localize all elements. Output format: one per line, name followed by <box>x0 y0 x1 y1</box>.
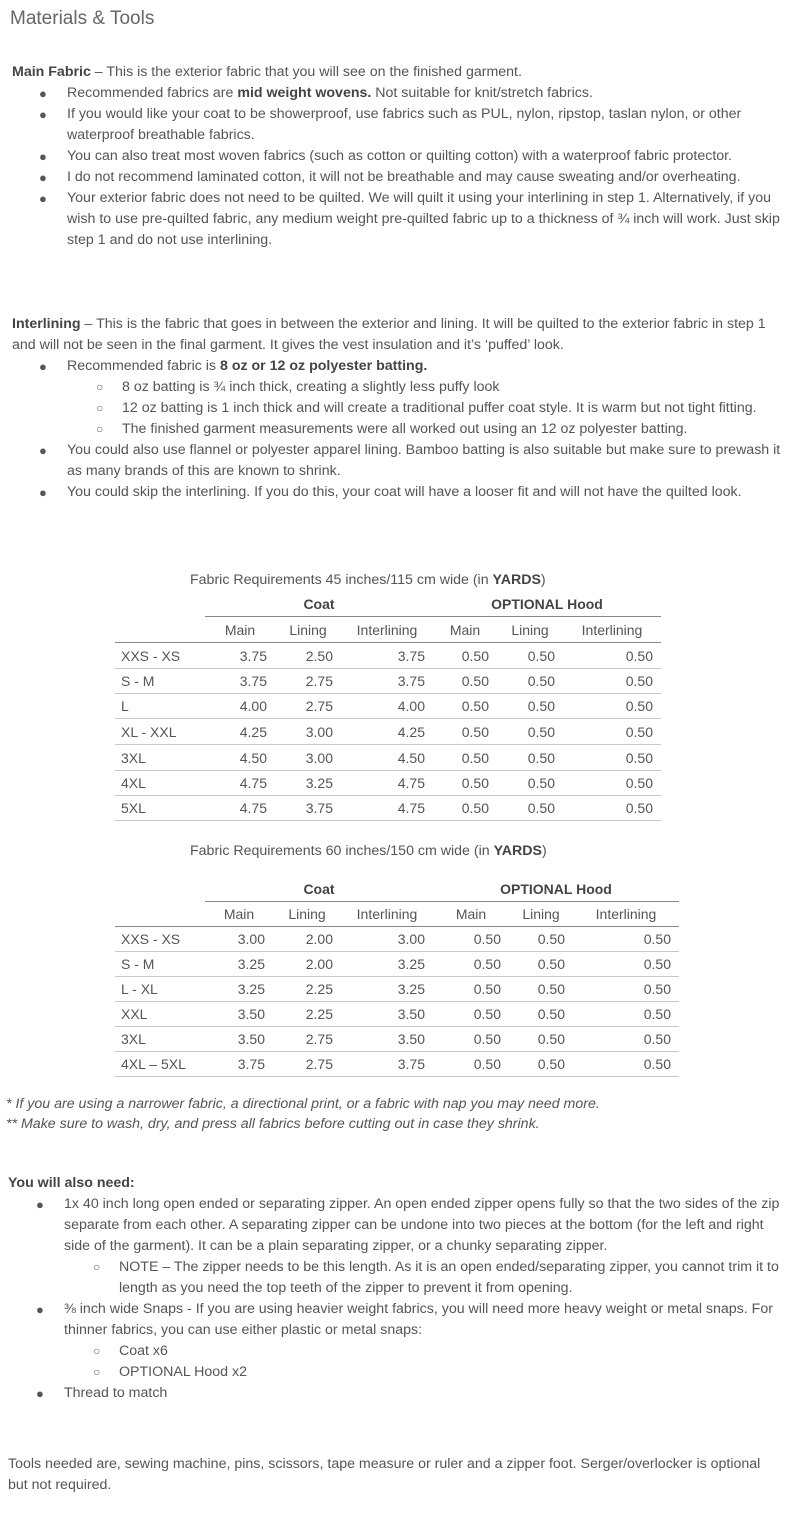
list-item: ● Recommended fabrics are mid weight wovens. Not suitable for knit/stretch fabrics. <box>67 83 782 104</box>
interlining-label: Interlining <box>12 316 81 332</box>
table2-caption: Fabric Requirements 60 inches/150 cm wide (in YARDS) <box>190 843 547 859</box>
group-hood: OPTIONAL Hood <box>433 877 679 902</box>
list-item: ● You could also use flannel or polyester apparel lining. Bamboo batting is also suitable but make sure to prewash it as many brands of this are known to shrink. <box>39 442 781 479</box>
bullet-icon: ● <box>39 86 47 101</box>
list-item: ○ OPTIONAL Hood x2 <box>64 1362 782 1383</box>
list-item: ● I do not recommend laminated cotton, it will not be breathable and may cause sweating and/or overheating. <box>67 167 782 188</box>
col-header: Main <box>433 617 497 643</box>
also-need-list <box>36 1194 782 1404</box>
circle-bullet-icon: ○ <box>93 1344 101 1358</box>
bullet-icon: ● <box>39 191 47 206</box>
interlining-intro-text: – This is the fabric that goes in between the exterior and lining. It will be quilted to the exterior fabric in step 1 and will not be seen in the final garment. It gives the vest insulation and it’s ‘puffed’ look. <box>12 316 766 353</box>
bullet-icon: ● <box>36 1302 44 1317</box>
list-item: ○ The finished garment measurements were all worked out using an 12 oz polyester batting. <box>67 419 782 440</box>
table-row: 4XL 4.75 3.25 4.75 0.50 0.50 0.50 <box>115 771 661 796</box>
list-item: ● Thread to match <box>64 1383 782 1404</box>
main-fabric-intro <box>12 62 787 83</box>
group-coat: Coat <box>205 877 433 902</box>
circle-bullet-icon: ○ <box>93 1365 101 1379</box>
tools-paragraph: Tools needed are, sewing machine, pins, scissors, tape measure or ruler and a zipper foot. Serger/overlocker is optional but not required. <box>8 1456 761 1493</box>
circle-bullet-icon: ○ <box>96 422 104 436</box>
note-prewash: ** Make sure to wash, dry, and press all fabrics before cutting out in case they shrink. <box>6 1116 540 1132</box>
bullet-icon: ● <box>36 1197 44 1212</box>
list-item: ○ NOTE – The zipper needs to be this length. As it is an open ended/separating zipper, you cannot trim it to length as you need the top teeth of the zipper to prevent it from opening. <box>93 1259 779 1296</box>
table1-caption: Fabric Requirements 45 inches/115 cm wide (in YARDS) <box>190 572 546 588</box>
list-item: ● 1x 40 inch long open ended or separating zipper. An open ended zipper opens fully so that the two sides of the zip separate from each other. A separating zipper can be undone into two pieces at the bottom (for the left and right side of the garment). It can be a plain separating zipper, or a chunky separating zipper. <box>36 1196 780 1254</box>
col-header: Interlining <box>341 617 433 643</box>
col-header: Main <box>205 617 275 643</box>
main-fabric-label: Main Fabric <box>12 64 91 80</box>
table-row: XXS - XS 3.75 2.50 3.75 0.50 0.50 0.50 <box>115 643 661 669</box>
list-item: ● Your exterior fabric does not need to be quilted. We will quilt it using your interlining in step 1. Alternatively, if you wish to use pre-quilted fabric, any medium weight pre-quilted fabric up to a thickness of ¾ inch will work. Just skip step 1 and do not use interlining. <box>39 190 780 248</box>
table-group-row <box>115 877 679 902</box>
table-row: 5XL 4.75 3.75 4.75 0.50 0.50 0.50 <box>115 796 661 821</box>
interlining-intro <box>12 314 782 356</box>
bullet-icon: ● <box>36 1386 44 1401</box>
circle-bullet-icon: ○ <box>96 401 104 415</box>
main-fabric-intro-text: – This is the exterior fabric that you will see on the finished garment. <box>90 64 522 80</box>
circle-bullet-icon: ○ <box>93 1260 101 1274</box>
table-header-row <box>115 902 679 927</box>
group-coat: Coat <box>205 592 433 617</box>
main-fabric-list <box>39 83 782 251</box>
note-narrow-fabric: * If you are using a narrower fabric, a directional print, or a fabric with nap you may need more. <box>6 1096 600 1112</box>
bullet-icon: ● <box>39 170 47 185</box>
table-row: XXL 3.50 2.25 3.50 0.50 0.50 0.50 <box>115 1002 679 1027</box>
list-item: ○ 12 oz batting is 1 inch thick and will create a traditional puffer coat style. It is warm but not tight fitting. <box>67 398 782 419</box>
col-header: Interlining <box>341 902 433 927</box>
table-row: 3XL 4.50 3.00 4.50 0.50 0.50 0.50 <box>115 745 661 771</box>
table-row: XXS - XS 3.00 2.00 3.00 0.50 0.50 0.50 <box>115 927 679 952</box>
table-group-row <box>115 592 661 617</box>
table-row: L - XL 3.25 2.25 3.25 0.50 0.50 0.50 <box>115 977 679 1002</box>
col-header: Lining <box>275 617 341 643</box>
col-header: Lining <box>497 617 563 643</box>
col-header: Main <box>433 902 509 927</box>
col-header: Lining <box>273 902 341 927</box>
list-item: ● You can also treat most woven fabrics (such as cotton or quilting cotton) with a waterproof fabric protector. <box>67 146 782 167</box>
table-header-row <box>115 617 661 643</box>
col-header: Lining <box>509 902 573 927</box>
group-hood: OPTIONAL Hood <box>433 592 661 617</box>
list-item: ● You could skip the interlining. If you do this, your coat will have a looser fit and will not have the quilted look. <box>67 482 782 503</box>
fabric-table-60 <box>115 877 679 1077</box>
col-header: Interlining <box>573 902 679 927</box>
circle-bullet-icon: ○ <box>96 380 104 394</box>
list-item: ● If you would like your coat to be showerproof, use fabrics such as PUL, nylon, ripstop, taslan nylon, or other waterproof breathable fabrics. <box>39 106 742 143</box>
table-row: S - M 3.25 2.00 3.25 0.50 0.50 0.50 <box>115 952 679 977</box>
interlining-list <box>39 356 782 503</box>
table-row: S - M 3.75 2.75 3.75 0.50 0.50 0.50 <box>115 669 661 694</box>
bullet-icon: ● <box>39 359 47 374</box>
list-item: ● Recommended fabric is 8 oz or 12 oz polyester batting. <box>67 356 782 377</box>
bullet-icon: ● <box>39 443 47 458</box>
list-item: ○ Coat x6 <box>64 1341 782 1362</box>
list-item: ● ⅜ inch wide Snaps - If you are using heavier weight fabrics, you will need more heavy weight or metal snaps. For thinner fabrics, you can use either plastic or metal snaps: <box>36 1301 773 1338</box>
table-row: 3XL 3.50 2.75 3.50 0.50 0.50 0.50 <box>115 1027 679 1052</box>
bullet-icon: ● <box>39 107 47 122</box>
col-header: Interlining <box>563 617 661 643</box>
table-row: L 4.00 2.75 4.00 0.50 0.50 0.50 <box>115 694 661 719</box>
page-title: Materials & Tools <box>10 8 155 29</box>
bullet-icon: ● <box>39 149 47 164</box>
bullet-icon: ● <box>39 485 47 500</box>
list-item: ○ 8 oz batting is ¾ inch thick, creating a slightly less puffy look <box>67 377 782 398</box>
fabric-table-45 <box>115 592 661 821</box>
col-header: Main <box>205 902 273 927</box>
table-row: 4XL – 5XL 3.75 2.75 3.75 0.50 0.50 0.50 <box>115 1052 679 1077</box>
table-row: XL - XXL 4.25 3.00 4.25 0.50 0.50 0.50 <box>115 719 661 745</box>
also-need-heading: You will also need: <box>8 1175 135 1191</box>
